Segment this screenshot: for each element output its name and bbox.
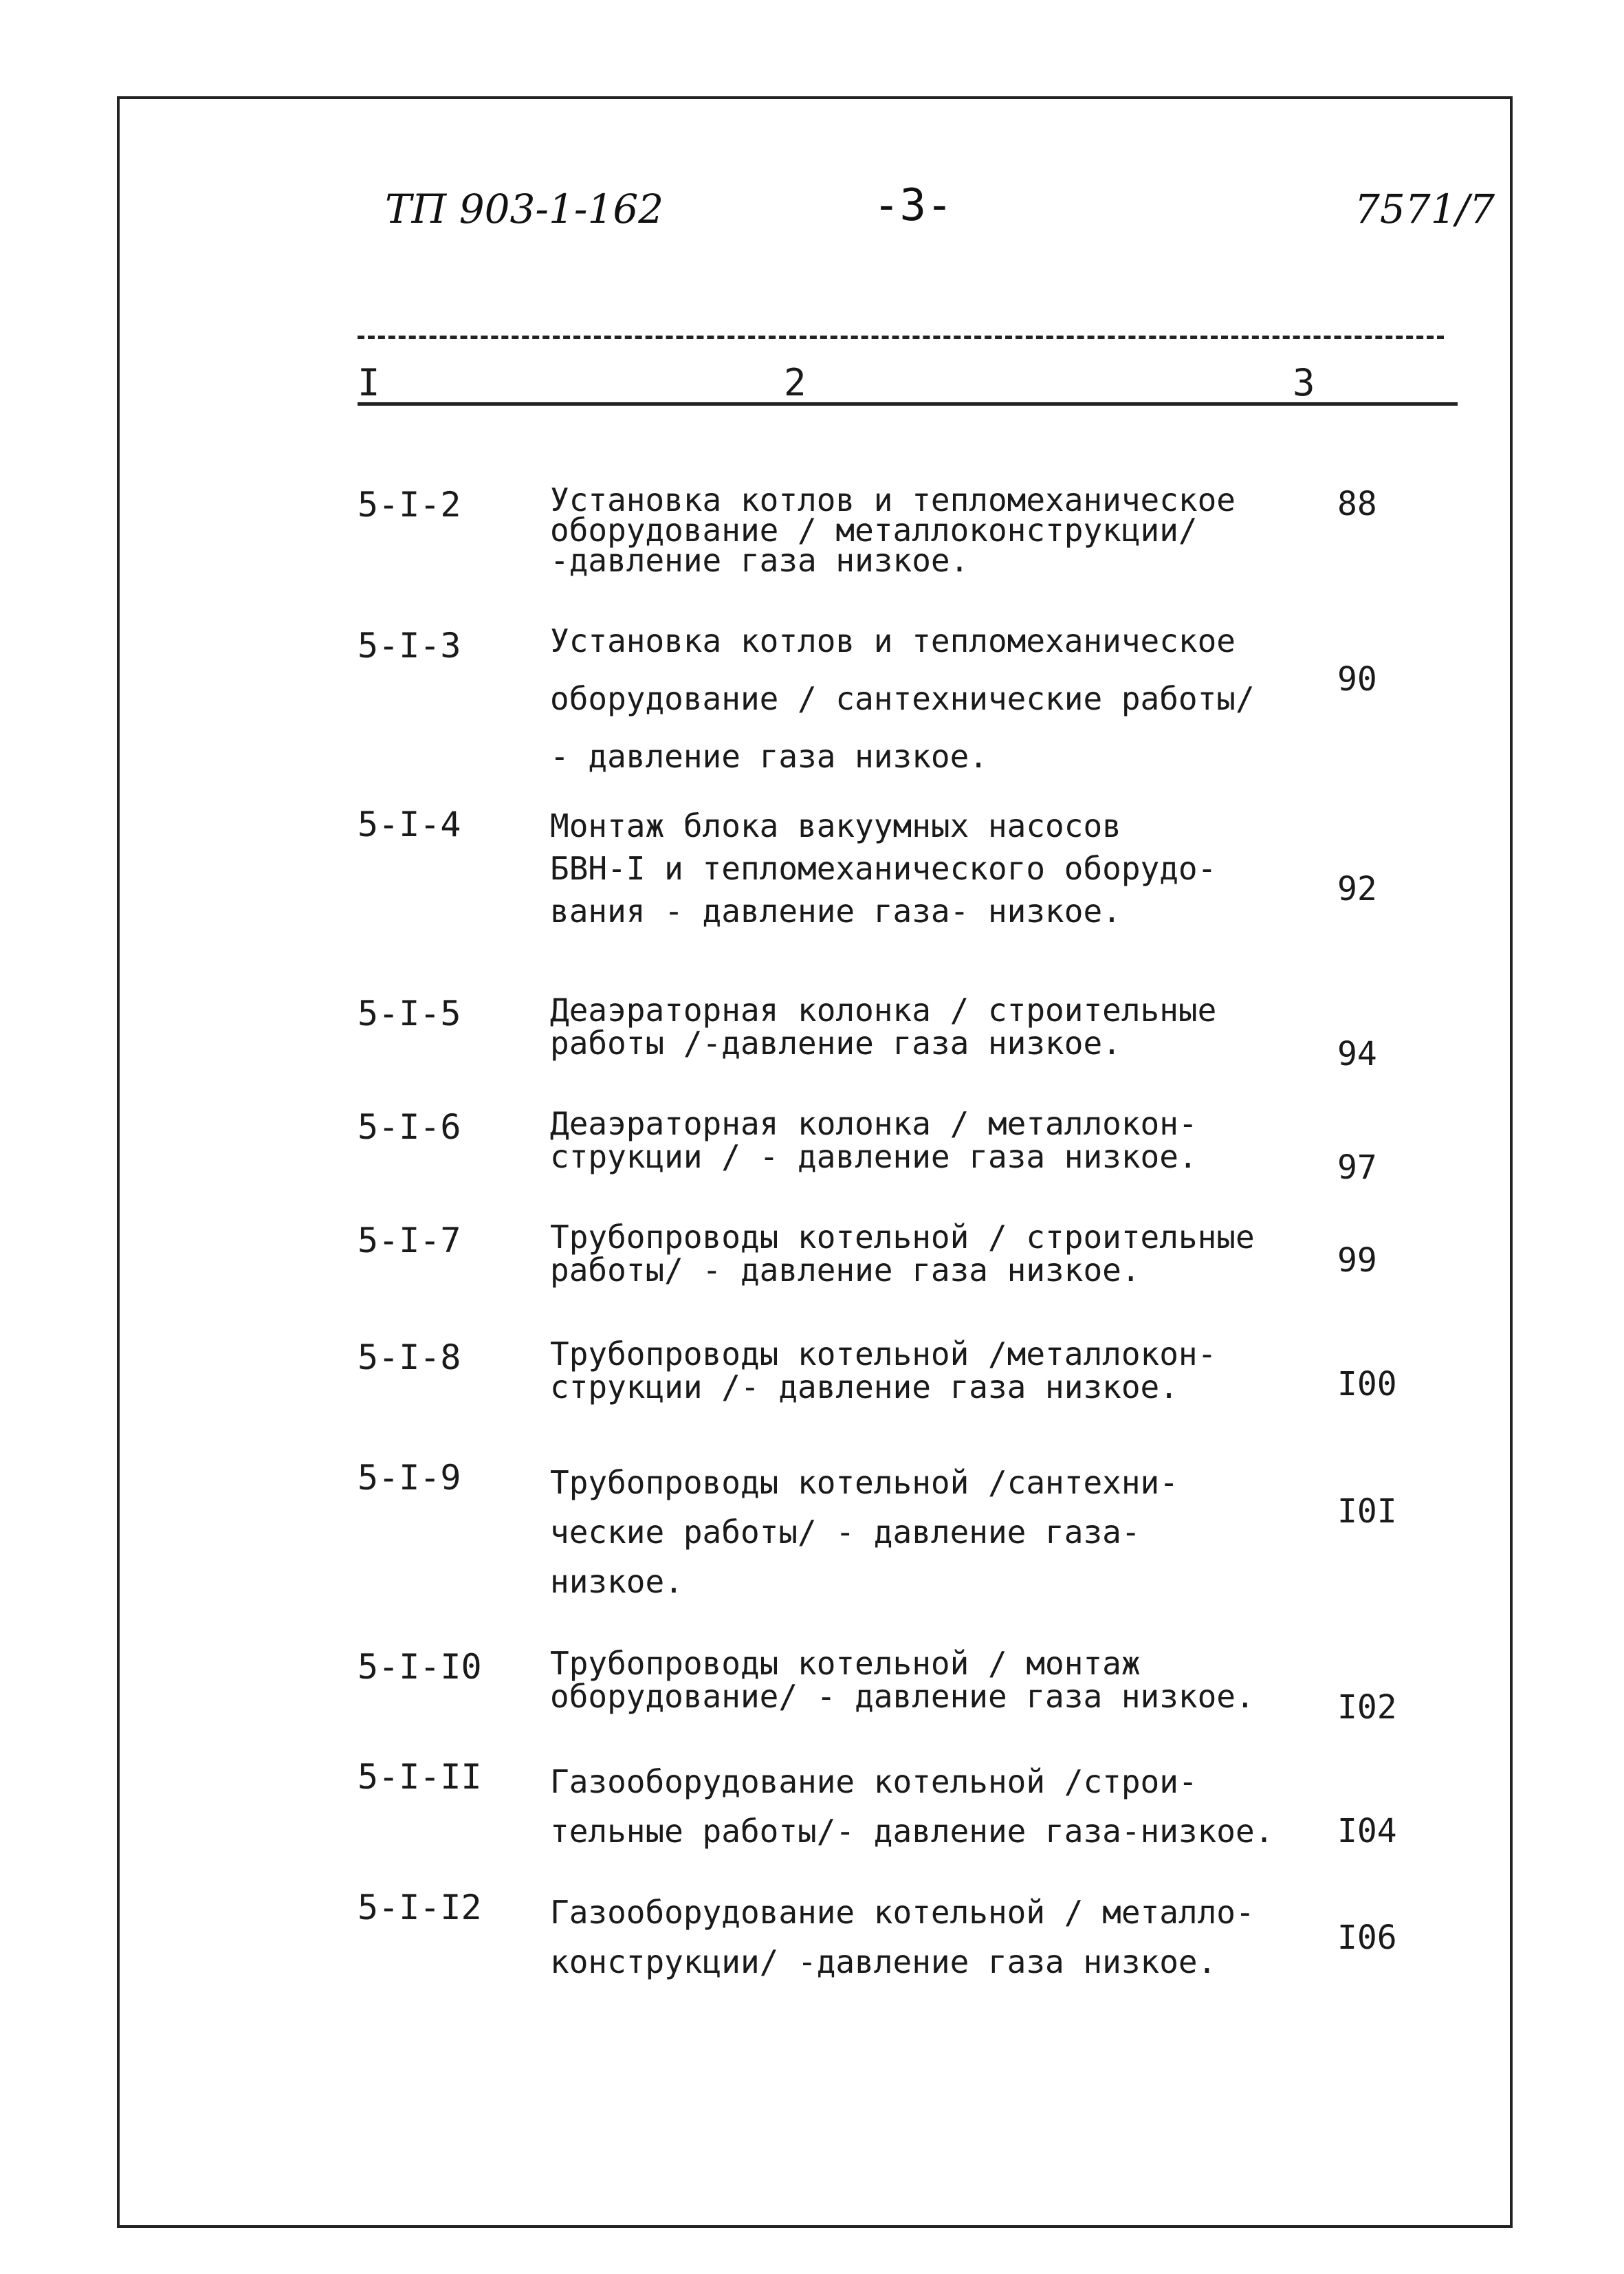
entry-page: 88 — [1337, 485, 1377, 523]
entry-code: 5-I-7 — [358, 1221, 461, 1260]
entry-page: I06 — [1337, 1918, 1397, 1957]
entry-description: Газооборудование котельной / металло- конструкции/ -давление газа низкое. — [550, 1894, 1255, 1980]
entry-description: Трубопроводы котельной / монтаж оборудование/ - давление газа низкое. — [550, 1645, 1255, 1715]
entry-code: 5-I-4 — [358, 805, 461, 844]
entry-description: Газооборудование котельной /строи- тельные работы/- давление газа-низкое. — [550, 1763, 1274, 1850]
column-header-3: 3 — [1293, 361, 1315, 404]
entry-code: 5-I-9 — [358, 1458, 461, 1498]
entry-code: 5-I-8 — [358, 1337, 461, 1377]
document-code: ТП 903-1-162 — [385, 186, 664, 232]
entry-code: 5-I-I2 — [358, 1888, 482, 1927]
entry-page: 99 — [1337, 1241, 1377, 1280]
header-rule — [358, 402, 1458, 406]
column-header-1: I — [358, 361, 380, 404]
entry-description: Трубопроводы котельной /металлокон- струкции /- давление газа низкое. — [550, 1335, 1217, 1406]
entry-description: Установка котлов и тепломеханическое оборудование / металлоконструкции/ -давление газа низкое. — [550, 481, 1236, 579]
entry-code: 5-I-I0 — [358, 1647, 482, 1687]
entry-description: Монтаж блока вакуумных насосов БВН-I и тепломеханического оборудо- вания - давление газа- низкое. — [550, 807, 1217, 930]
entry-page: 92 — [1337, 870, 1377, 908]
page-number: -3- — [873, 180, 953, 231]
entry-description: Трубопроводы котельной /сантехни- ческие работы/ - давление газа- низкое. — [550, 1464, 1178, 1600]
entry-description: Установка котлов и тепломеханическое оборудование / сантехнические работы/ - давление газа низкое. — [550, 622, 1255, 775]
entry-page: I04 — [1337, 1812, 1397, 1850]
entry-code: 5-I-II — [358, 1757, 482, 1797]
entry-description: Трубопроводы котельной / строительные работы/ - давление газа низкое. — [550, 1218, 1255, 1289]
column-header-2: 2 — [784, 361, 806, 404]
entry-page: 94 — [1337, 1035, 1377, 1073]
entry-code: 5-I-6 — [358, 1107, 461, 1147]
entry-page: I00 — [1337, 1365, 1397, 1403]
entry-code: 5-I-2 — [358, 485, 461, 525]
entry-page: 97 — [1337, 1148, 1377, 1187]
entry-code: 5-I-5 — [358, 994, 461, 1034]
dashed-rule — [358, 336, 1444, 339]
entry-description: Деаэраторная колонка / строительные работы /-давление газа низкое. — [550, 992, 1217, 1062]
entry-description: Деаэраторная колонка / металлокон- струкции / - давление газа низкое. — [550, 1105, 1198, 1175]
entry-page: 90 — [1337, 660, 1377, 699]
reference-number: 7571/7 — [1354, 186, 1495, 232]
entry-code: 5-I-3 — [358, 626, 461, 666]
entry-page: I02 — [1337, 1688, 1397, 1727]
entry-page: I0I — [1337, 1492, 1397, 1531]
